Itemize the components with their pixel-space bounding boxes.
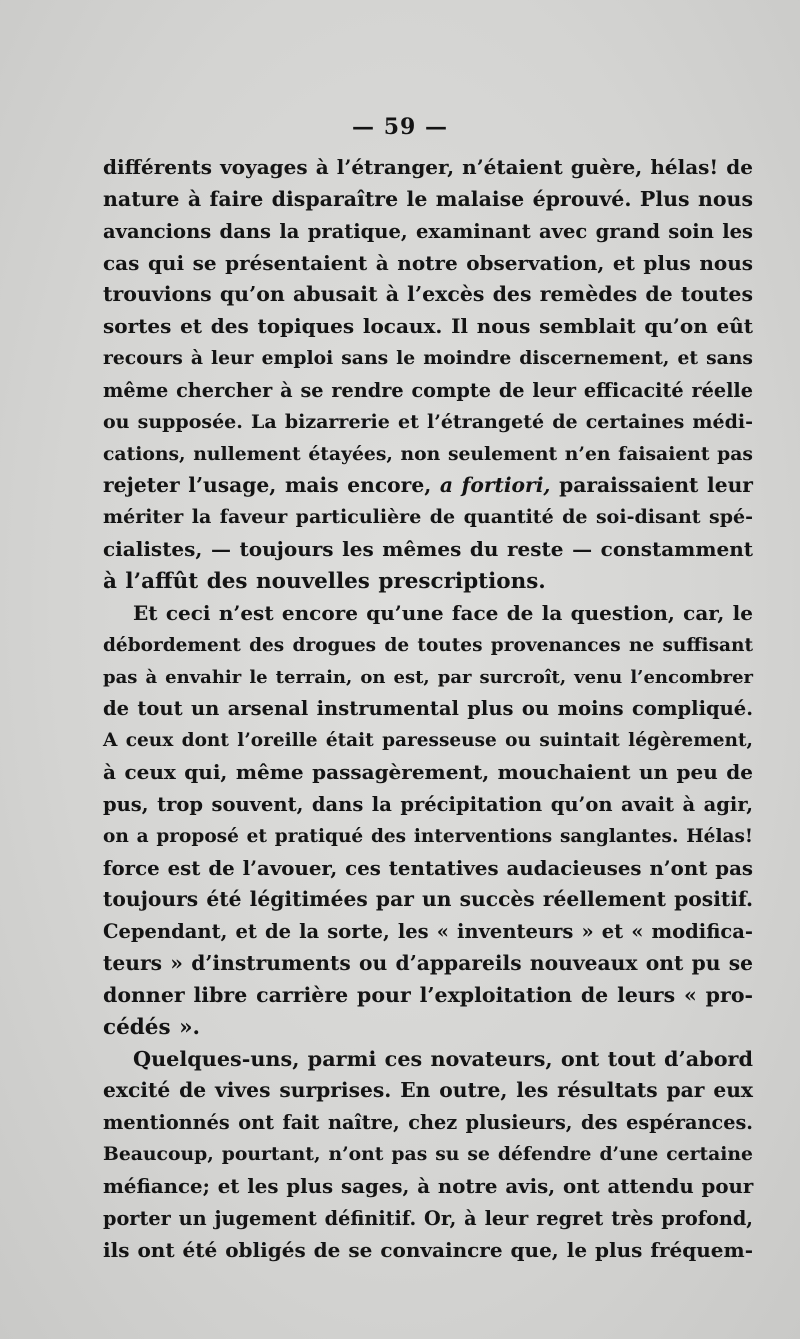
text-line: de tout un arsenal instrumental plus ou moins compliqué. <box>103 697 753 721</box>
paragraph-last-line: à l’affût des nouvelles prescriptions. <box>103 568 546 594</box>
text-line: cialistes, — toujours les mêmes du reste — constamment <box>103 537 753 562</box>
text-line: à ceux qui, même passagèrement, mouchaient un peu de <box>103 760 753 785</box>
text-line: mériter la faveur particulière de quantité de soi-disant spé- <box>103 506 753 529</box>
body-text <box>103 152 753 1267</box>
text-line: avancions dans la pratique, examinant avec grand soin les <box>103 219 753 243</box>
text-line: même chercher à se rendre compte de leur efficacité réelle <box>103 378 753 402</box>
text-segment: paraissaient leur <box>559 473 753 498</box>
text-line: excité de vives surprises. En outre, les résultats par eux <box>103 1078 753 1103</box>
text-line: recours à leur emploi sans le moindre discernement, et sans <box>103 347 753 370</box>
text-line: cas qui se présentaient à notre observation, et plus nous <box>103 250 753 275</box>
text-line: débordement des drogues de toutes provenances ne suffisant <box>103 634 753 656</box>
text-line: sortes et des topiques locaux. Il nous semblait qu’on eût <box>103 314 753 339</box>
text-line: pus, trop souvent, dans la précipitation qu’on avait à agir, <box>103 792 753 816</box>
text-line: A ceux dont l’oreille était paresseuse ou suintait légèrement, <box>103 730 753 752</box>
text-segment: rejeter l’usage, mais encore, <box>103 473 432 498</box>
italic-phrase: a fortiori, <box>439 473 551 498</box>
text-line: méfiance; et les plus sages, à notre avis, ont attendu pour <box>103 1174 754 1198</box>
text-line: ils ont été obligés de se convaincre que, le plus fréquem- <box>103 1237 753 1262</box>
text-line: ou supposée. La bizarrerie et l’étrangeté de certaines médi- <box>103 410 753 433</box>
paragraph-first-line: Quelques-uns, parmi ces novateurs, ont tout d’abord <box>133 1046 753 1071</box>
text-line: toujours été légitimées par un succès réellement positif. <box>103 887 753 912</box>
text-line: teurs » d’instruments ou d’appareils nouveaux ont pu se <box>103 951 753 976</box>
text-line: mentionnés ont fait naître, chez plusieurs, des espérances. <box>103 1111 753 1135</box>
paragraph-first-line: Et ceci n’est encore qu’une face de la question, car, le <box>133 600 753 625</box>
text-line: donner libre carrière pour l’exploitation de leurs « pro- <box>103 982 753 1007</box>
text-line: différents voyages à l’étranger, n’étaient guère, hélas! de <box>103 155 753 179</box>
text-line: on a proposé et pratiqué des interventions sanglantes. Hélas! <box>103 825 753 847</box>
text-line: pas à envahir le terrain, on est, par surcroît, venu l’encombrer <box>103 666 753 688</box>
text-line: force est de l’avouer, ces tentatives audacieuses n’ont pas <box>103 855 753 880</box>
paragraph-last-line: cédés ». <box>103 1014 200 1040</box>
text-line-with-italic <box>103 470 753 502</box>
text-line: Cependant, et de la sorte, les « inventeurs » et « modifica- <box>103 920 753 944</box>
text-line: cations, nullement étayées, non seulement n’en faisaient pas <box>103 442 753 465</box>
page-number: — 59 — <box>352 114 448 140</box>
text-line: porter un jugement définitif. Or, à leur regret très profond, <box>103 1206 753 1230</box>
text-line: trouvions qu’on abusait à l’excès des remèdes de toutes <box>103 282 753 307</box>
text-line: Beaucoup, pourtant, n’ont pas su se défendre d’une certaine <box>103 1143 753 1166</box>
text-line: nature à faire disparaître le malaise éprouvé. Plus nous <box>103 186 753 211</box>
